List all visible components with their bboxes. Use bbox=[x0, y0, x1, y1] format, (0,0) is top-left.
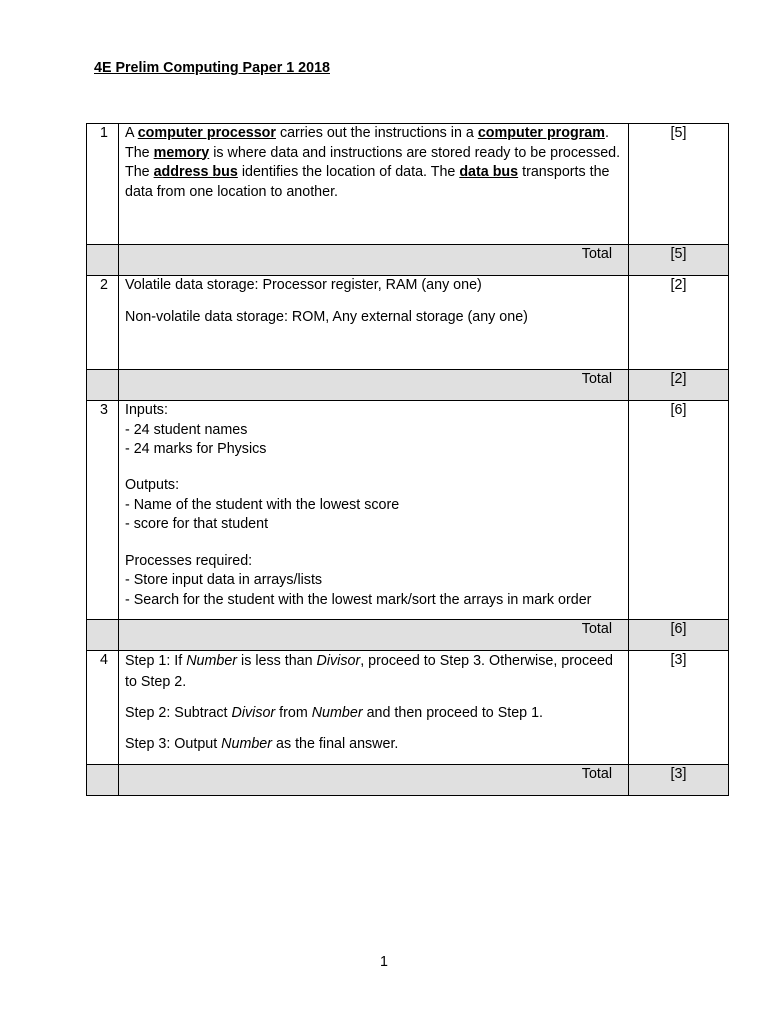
question-mark: [2] bbox=[629, 276, 729, 370]
answer-line: Non-volatile data storage: ROM, Any external storage (any one) bbox=[125, 308, 528, 325]
total-mark: [5] bbox=[629, 245, 729, 276]
question-number: 3 bbox=[87, 401, 119, 620]
answer-line: - Search for the student with the lowest mark/sort the arrays in mark order bbox=[125, 591, 592, 608]
question-number: 1 bbox=[87, 124, 119, 245]
answer-line: - 24 student names bbox=[125, 421, 248, 438]
answer-line: Step 3: Output Number as the final answer. bbox=[125, 736, 399, 752]
page-title: 4E Prelim Computing Paper 1 2018 bbox=[94, 60, 330, 76]
question-row-4 bbox=[87, 651, 729, 765]
total-mark: [3] bbox=[629, 765, 729, 796]
answer-text: A computer processor carries out the instructions in a computer program. The memory is where data and instructions are stored ready to be processed. The address bus identifies the location of data. The data bus transports the data from one location to another. bbox=[119, 124, 629, 245]
answer-line: - 24 marks for Physics bbox=[125, 441, 267, 457]
processes-heading: Processes required: bbox=[125, 552, 253, 569]
total-row-3 bbox=[87, 620, 729, 651]
answer-text bbox=[119, 651, 629, 765]
page-number: 1 bbox=[380, 954, 388, 970]
answer-line: - Name of the student with the lowest score bbox=[125, 496, 400, 513]
total-row-2 bbox=[87, 370, 729, 401]
question-row-3 bbox=[87, 401, 729, 620]
total-mark: [2] bbox=[629, 370, 729, 401]
total-label: Total bbox=[119, 245, 629, 276]
answer-line: - Store input data in arrays/lists bbox=[125, 572, 323, 589]
answer-text bbox=[119, 276, 629, 370]
total-mark: [6] bbox=[629, 620, 729, 651]
total-label: Total bbox=[119, 370, 629, 401]
question-mark: [5] bbox=[629, 124, 729, 245]
question-number: 4 bbox=[87, 651, 119, 765]
question-row-1 bbox=[87, 124, 729, 245]
total-row-1 bbox=[87, 245, 729, 276]
question-row-2 bbox=[87, 276, 729, 370]
outputs-heading: Outputs: bbox=[125, 477, 180, 494]
marking-scheme-table bbox=[86, 123, 729, 796]
question-number: 2 bbox=[87, 276, 119, 370]
total-row-4 bbox=[87, 765, 729, 796]
inputs-heading: Inputs: bbox=[125, 402, 168, 418]
answer-line: Volatile data storage: Processor register, RAM (any one) bbox=[125, 277, 482, 293]
total-label: Total bbox=[119, 765, 629, 796]
question-mark: [6] bbox=[629, 401, 729, 620]
answer-line: - score for that student bbox=[125, 516, 269, 533]
total-label: Total bbox=[119, 620, 629, 651]
answer-line: Step 1: If Number is less than Divisor, proceed to Step 3. Otherwise, proceed to Step 2. bbox=[125, 653, 613, 690]
answer-line: Step 2: Subtract Divisor from Number and then proceed to Step 1. bbox=[125, 705, 544, 721]
question-mark: [3] bbox=[629, 651, 729, 765]
answer-text bbox=[119, 401, 629, 620]
